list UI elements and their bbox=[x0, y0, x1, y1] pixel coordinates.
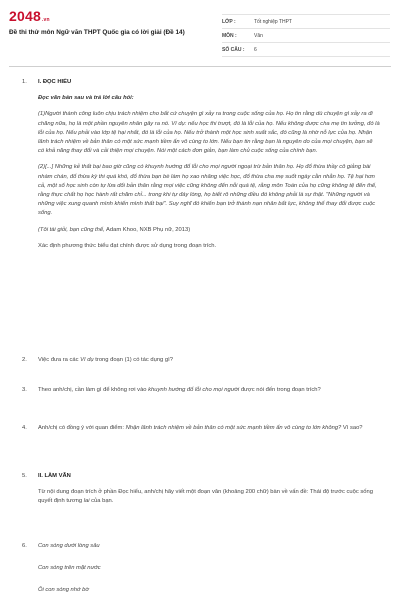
reading-instruction: Đọc văn bản sau và trả lời câu hỏi: bbox=[38, 95, 134, 102]
logo-suffix: .vn bbox=[41, 17, 50, 23]
section-heading: I. ĐỌC HIỂU bbox=[38, 79, 72, 85]
text-part-italic: lai bbox=[83, 498, 90, 505]
page-header bbox=[0, 0, 400, 62]
meta-value: Tốt nghiệp THPT bbox=[254, 18, 292, 25]
question-number: 2. bbox=[22, 357, 27, 363]
question-text: Xác định phương thức biểu đạt chính được sử dụng trong đoạn trích. bbox=[38, 242, 217, 249]
question-number: 1. bbox=[22, 79, 27, 85]
text-part: của bạn. bbox=[89, 498, 114, 505]
text-part-italic: Ví dụ bbox=[80, 357, 94, 363]
logo-text: 2048 bbox=[9, 8, 41, 24]
meta-label: MÔN : bbox=[222, 32, 237, 39]
text-part: được nói đến trong đoạn trích? bbox=[239, 387, 321, 393]
question-number: 5. bbox=[22, 473, 27, 479]
document-title: Đề thi thử môn Ngữ văn THPT Quốc gia có lời giải (Đề 14) bbox=[9, 29, 185, 36]
question-3 bbox=[38, 386, 380, 395]
passage-paragraph-2: (2)[...] Những kẻ thất bại bao giờ cũng có khuynh hướng đổ lỗi cho mọi người ngoại trừ bản thân họ. Họ đổ thừa thầy cô giảng bài nhàm chán, đổ thừa kỳ thi quá khó, đổ thừa bạn bè làm họ xao nhãng việc học, đổ thừa cha mẹ suốt ngày cằn nhằn họ. Tệ hại hơn cả, một số học sinh còn tự lừa dối bản thân rằng mọi việc cũng không đến nỗi quá tệ, rằng môn Toán của họ cũng không tệ đến thế, rằng thực chất họ học hành rất chăm chỉ... trong khi tự đáy lòng, họ biết rõ những điều đó không phải là sự thật. "Những người và những việc xung quanh mình khiến mình thất bại". Suy nghĩ đó khiến bạn trở thành nạn nhân bất lực, không thể thay đổi được cuộc sống. bbox=[38, 164, 377, 217]
poem-line: Ôi con sóng nhớ bờ bbox=[38, 587, 89, 594]
text-part: Anh/chị có đồng ý với quan điểm: bbox=[38, 425, 126, 431]
text-part-italic: khuynh hướng đổ lỗi cho mọi người bbox=[148, 387, 240, 393]
text-part-italic: Nhận lãnh trách nhiệm về bản thân có một sức mạnh tiềm ẩn vô cùng to lớn không? bbox=[125, 425, 342, 431]
question-number: 6. bbox=[22, 543, 27, 549]
question-number: 3. bbox=[22, 387, 27, 393]
meta-value: 6 bbox=[254, 46, 257, 53]
site-logo[interactable] bbox=[9, 8, 50, 24]
poem-line: Con sóng dưới lòng sâu bbox=[38, 543, 100, 549]
text-part: trong đoạn (1) có tác dụng gì? bbox=[93, 357, 173, 363]
meta-row-count bbox=[222, 43, 390, 57]
text-part: Vì sao? bbox=[341, 425, 363, 431]
text-part: Từ nội dung đoạn trích ở phần Đọc hiểu, anh/chị hãy viết một đoạn văn (khoảng 200 chữ) bàn về vấn đề: Thái độ trước cuộc sống quyết định tương bbox=[38, 489, 373, 505]
source-author: Adam Khoo, NXB Phụ nữ, 2013) bbox=[104, 226, 191, 233]
text-part: Theo anh/chị, cần làm gì để không rơi vào bbox=[38, 387, 149, 393]
meta-label: SỐ CÂU : bbox=[222, 46, 245, 53]
meta-label: LỚP : bbox=[222, 18, 236, 25]
header-divider bbox=[9, 66, 391, 67]
question-text bbox=[38, 356, 380, 365]
question-5 bbox=[38, 472, 380, 507]
meta-row-subject bbox=[222, 29, 390, 43]
question-number: 4. bbox=[22, 425, 27, 431]
poem-line: Con sóng trên mặt nước bbox=[38, 565, 101, 572]
question-1 bbox=[38, 78, 380, 251]
meta-row-class bbox=[222, 14, 390, 29]
question-6 bbox=[38, 542, 380, 596]
section-heading: II. LÀM VĂN bbox=[38, 473, 71, 479]
question-4 bbox=[38, 424, 380, 433]
meta-value: Văn bbox=[254, 32, 263, 39]
question-text bbox=[38, 488, 380, 506]
question-text bbox=[38, 424, 380, 433]
meta-table bbox=[222, 14, 390, 57]
source-title: (Tôi tài giỏi, bạn cũng thế, bbox=[38, 226, 105, 233]
text-part: Việc đưa ra các bbox=[38, 357, 81, 363]
question-text bbox=[38, 386, 380, 395]
question-2 bbox=[38, 356, 380, 365]
passage-source bbox=[38, 226, 380, 235]
passage-paragraph-1: (1)Người thành công luôn chịu trách nhiệm cho bất cứ chuyện gì xảy ra trong cuộc sống của họ. Họ tin rằng dù chuyện gì xảy ra đi chăng nữa, họ là một phần nguyên nhân gây ra nó. Ví dụ: nếu học thi trượt, đó là lỗi của họ. Nếu không được cha mẹ tin tưởng, đó là lỗi của họ. Nếu phải vào lớp tệ hại nhất, đó là lỗi của họ. Nếu trở thành một học sinh xuất sắc, đó cũng là nhờ nỗ lực của họ. Nhận lãnh trách nhiệm về bản thân có một sức mạnh tiềm ẩn vô cùng to lớn. Nếu bạn tin rằng bạn là nguyên do của mọi chuyện, bạn sẽ có khả năng thay đổi và cải thiện mọi chuyện. Nói một cách đơn giản, bạn làm chủ cuộc sống của chính bạn. bbox=[38, 111, 380, 155]
